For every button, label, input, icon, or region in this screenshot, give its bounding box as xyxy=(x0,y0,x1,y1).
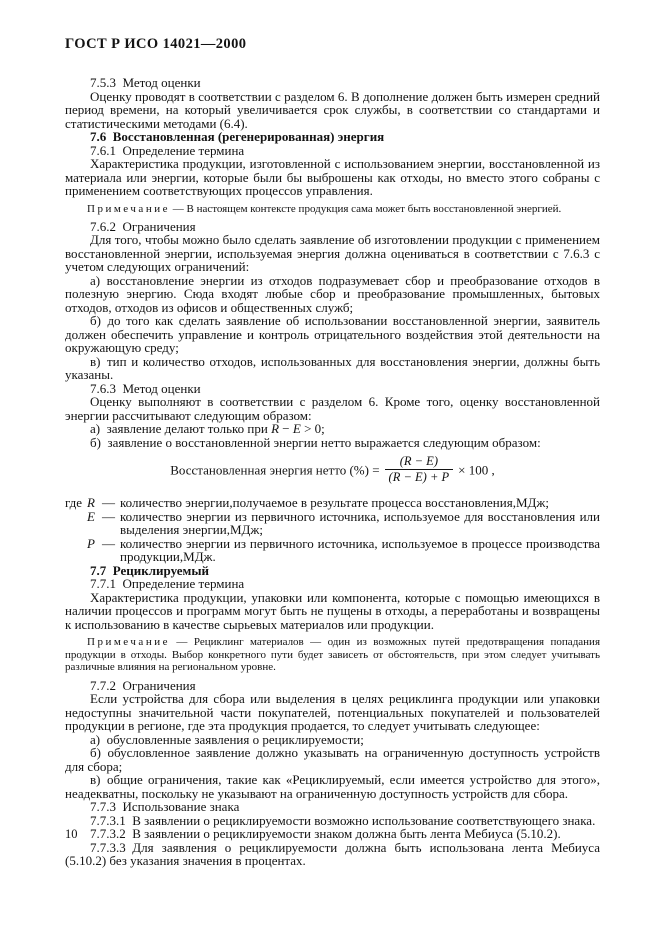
heading-7-6: 7.6 Восстановленная (регенерированная) энергия xyxy=(90,129,385,144)
list-item-7-6-2-a: а) восстановление энергии из отходов подразумевает сбор и преобразование отходов в полезную энергию. Сюда входят любые сбор и преобразование промышленных, бытовых отходов, отходов из офисов и общественных служб; xyxy=(65,272,600,315)
definition-lead: где xyxy=(65,495,83,511)
list-item-7-7-2-b: б) обусловленное заявление должно указывать на ограниченную доступность устройств для сбора; xyxy=(65,745,600,774)
condition-tail: > 0; xyxy=(304,421,325,437)
formula-denominator: (R − E) + P xyxy=(388,470,450,485)
definition-text-r: количество энергии,получаемое в результате процесса восстановления,МДж; xyxy=(120,495,549,511)
formula-label: Восстановленная энергия нетто (%) = xyxy=(170,462,380,478)
formula-fraction xyxy=(385,454,454,485)
definition-lead-empty xyxy=(65,510,87,537)
paragraph-7-7-3-2: 7.7.3.2 В заявлении о рециклируемости знаком должна быть лента Мебиуса (5.10.2). xyxy=(90,826,561,842)
heading-7-7-2: 7.7.2 Ограничения xyxy=(90,677,196,693)
heading-7-6-1: 7.6.1 Определение термина xyxy=(90,142,245,158)
paragraph-7-6-2-body: Для того, чтобы можно было сделать заявление об изготовлении продукции с применением восстановленной энергии, используемая энергия должна оцениваться в соответствии с 7.6.3 с учетом следующих ограничений: xyxy=(65,232,600,275)
variable-e: E xyxy=(87,508,95,524)
variable-definition-list xyxy=(65,496,600,564)
minus-operator: − xyxy=(282,421,290,437)
list-item-7-6-2-b: б) до того как сделать заявление об использовании восстановленной энергии, заявитель должен обеспечить управление и контроль отрицательного воздействия этой деятельности на окружающую среду; xyxy=(65,313,600,356)
heading-7-6-3: 7.6.3 Метод оценки xyxy=(90,380,201,396)
list-item-7-6-3-b: б) заявление о восстановленной энергии нетто выражается следующим образом: xyxy=(90,434,541,450)
variable-r: R xyxy=(271,421,280,437)
heading-7-5-3: 7.5.3 Метод оценки xyxy=(90,75,201,90)
paragraph-7-5-3-body: Оценку проводят в соответствии с разделом 6. В дополнение должен быть измерен средний период времени, на который увеличивается срок службы, в соответствии со стандартами и статистическими методами (6.4). xyxy=(65,88,600,131)
heading-7-7-3: 7.7.3 Использование знака xyxy=(90,799,240,815)
formula-numerator: (R − E) xyxy=(385,454,454,470)
definition-dash: — xyxy=(102,535,115,551)
page-number: 10 xyxy=(65,827,78,841)
note-text: — Рециклинг материалов — один из возможных путей предотвращения попадания продукции в отходы. Выбор конкретного пути будет зависеть от обстоятельств, при этом следует учитывать различные влияния на региональном уровне. xyxy=(65,636,601,674)
variable-p: P xyxy=(87,535,95,551)
paragraph-7-7-2-body: Если устройства для сбора или выделения в целях рециклинга продукции или упаковки недоступны значительной части покупателей, потенциальных покупателей и пользователей продукции в регионе, где эта продукция продается, то следует учитывать следующее: xyxy=(65,691,600,734)
heading-7-6-2: 7.6.2 Ограничения xyxy=(90,218,196,234)
definition-row-p xyxy=(65,537,600,564)
list-item-7-6-2-v: в) тип и количество отходов, использованных для восстановления энергии, должны быть указаны. xyxy=(65,353,600,383)
variable-r: R xyxy=(87,495,95,511)
list-item-7-7-2-v: в) общие ограничения, такие как «Рециклируемый, если имеется устройство для этого», неадекватны, поскольку не указывают на ограниченную доступность устройств для сбора. xyxy=(65,772,600,801)
formula-net-recovered-energy xyxy=(65,456,600,487)
note-recycling xyxy=(65,636,600,673)
list-item-7-6-3-a xyxy=(65,422,600,436)
variable-e: E xyxy=(292,421,301,437)
document-content xyxy=(65,36,600,868)
definition-text-p: количество энергии из первичного источника, используемое в процессе производства продукции,МДж. xyxy=(120,535,600,565)
note-recovered-energy xyxy=(65,203,600,215)
heading-7-7-1: 7.7.1 Определение термина xyxy=(90,576,245,592)
paragraph-7-7-1-body: Характеристика продукции, упаковки или компонента, которые с помощью имеющихся в наличии процессов и программ могут быть не пущены в отходы, а переработаны и возвращены к использованию в качестве сырьевых материалов или продукции. xyxy=(65,589,600,632)
list-item-7-7-2-a: а) обусловленные заявления о рециклируемости; xyxy=(90,731,364,747)
condition-text: а) заявление делают только при xyxy=(90,421,268,437)
paragraph-7-7-3-1: 7.7.3.1 В заявлении о рециклируемости возможно использование соответствующего знака. xyxy=(90,812,596,828)
definition-dash: — xyxy=(102,495,115,511)
definition-lead-empty xyxy=(65,537,87,564)
heading-7-7: 7.7 Рециклируемый xyxy=(90,562,209,578)
formula-suffix: × 100 , xyxy=(458,462,495,478)
note-label: Примечание xyxy=(87,202,170,215)
document-header-title: ГОСТ Р ИСО 14021—2000 xyxy=(65,36,247,52)
definition-row-e xyxy=(65,510,600,537)
paragraph-7-6-3-body: Оценку выполняют в соответствии с разделом 6. Кроме того, оценку восстановленной энергии рассчитывают следующим образом: xyxy=(65,394,600,423)
definition-dash: — xyxy=(102,508,115,524)
note-label: Примечание xyxy=(87,636,170,649)
note-text: — В настоящем контексте продукция сама может быть восстановленной энергией. xyxy=(172,202,562,215)
definition-row-r xyxy=(65,496,600,510)
paragraph-7-7-3-3: 7.7.3.3 Для заявления о рециклируемости должна быть использована лента Мебиуса (5.10.2) без указания значения в процентах. xyxy=(65,839,600,869)
definition-text-e: количество энергии из первичного источника, используемое для восстановления или выделения энергии,МДж; xyxy=(120,508,600,538)
paragraph-7-6-1-body: Характеристика продукции, изготовленной с использованием энергии, восстановленной из материала или энергии, которые были бы выброшены как отходы, но вместо этого собраны с применением соответствующих процессов управления. xyxy=(65,156,600,198)
